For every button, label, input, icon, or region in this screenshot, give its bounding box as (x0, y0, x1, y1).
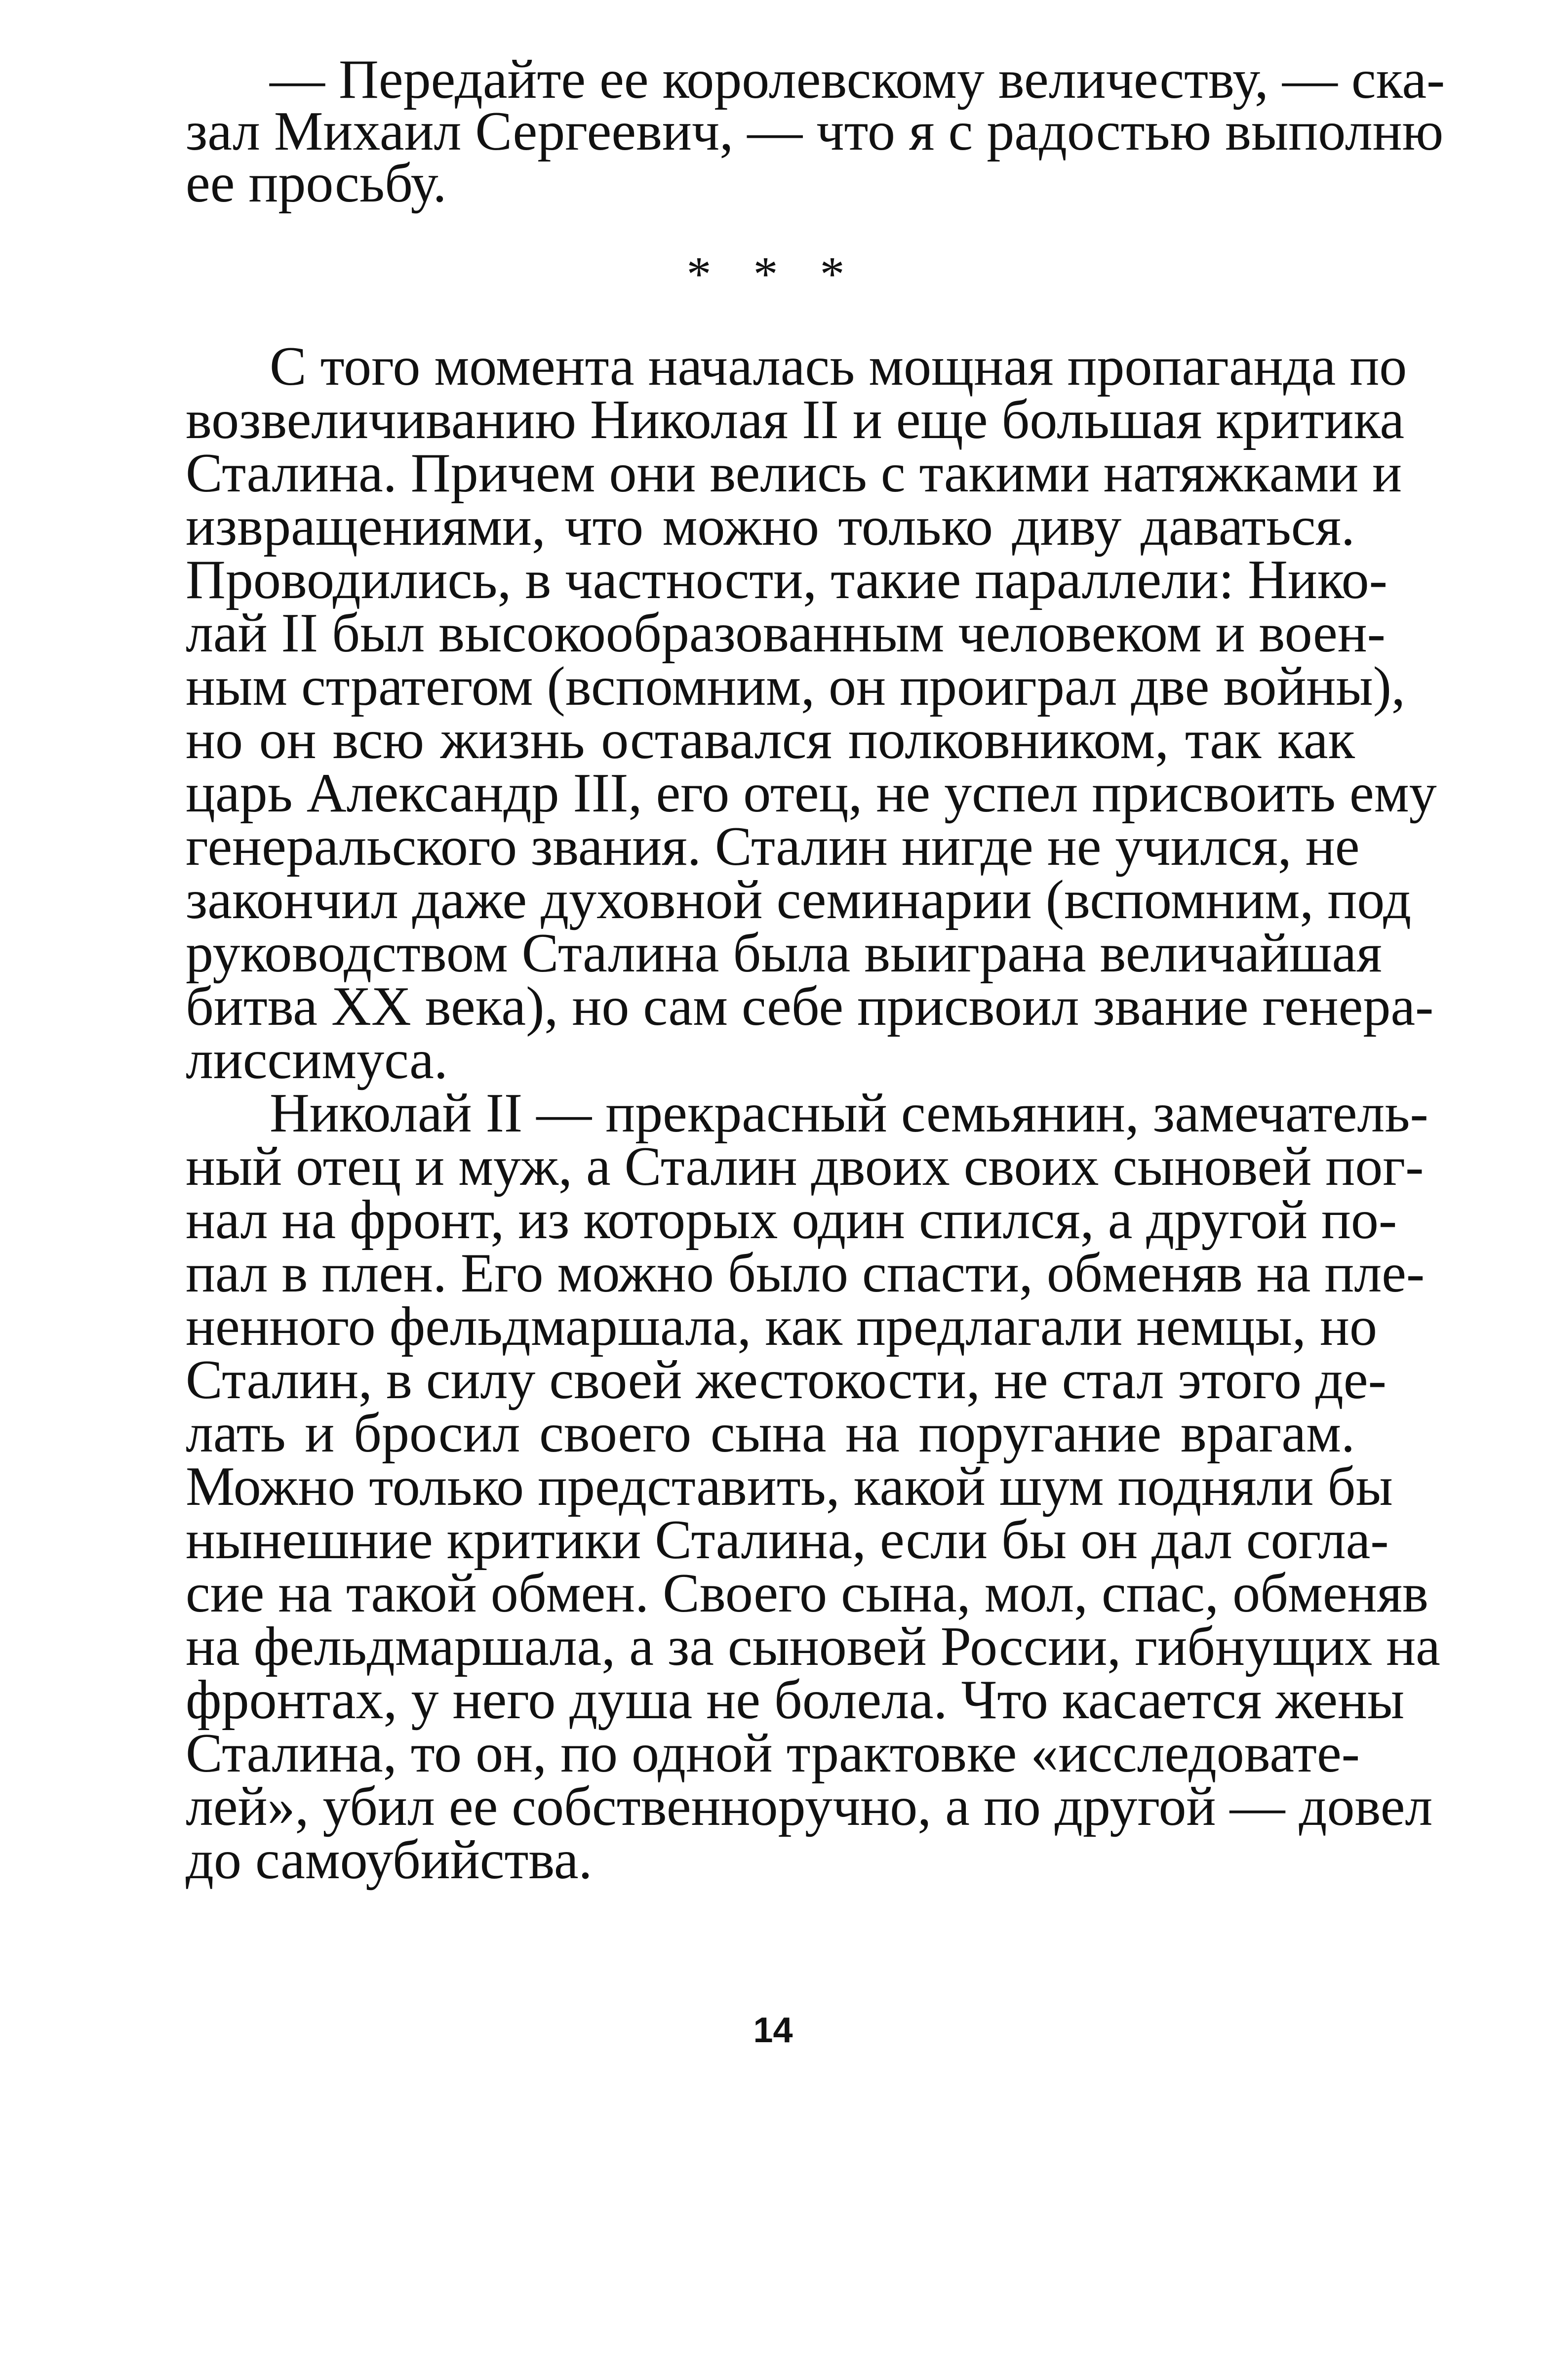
paragraph-3-line-14: лей», убил ее собственноручно, а по другой — довел (186, 1776, 1433, 1837)
paragraph-3-line-6: Сталин, в силу своей жестокости, не стал этого де- (186, 1349, 1387, 1411)
paragraph-3-line-1: Николай II — прекрасный семьянин, замечатель- (270, 1083, 1428, 1144)
paragraph-2-line-12: руководством Сталина была выиграна величайшая (186, 923, 1382, 984)
paragraph-3-line-5: ненного фельдмаршала, как предлагали немцы, но (186, 1296, 1377, 1357)
paragraph-3-line-8: Можно только представить, какой шум подняли бы (186, 1456, 1393, 1517)
paragraph-3-line-4: пал в плен. Его можно было спасти, обменяв на пле- (186, 1243, 1425, 1304)
paragraph-2-line-14: лиссимуса. (186, 1029, 448, 1090)
paragraph-3-line-15: до самоубийства. (186, 1829, 593, 1891)
paragraph-2-line-7: ным стратегом (вспомним, он проиграл две войны), (186, 656, 1405, 717)
section-separator: * * * (686, 246, 860, 301)
paragraph-3-line-7: лать и бросил своего сына на поругание врагам. (186, 1403, 1355, 1464)
paragraph-2-line-2: возвеличиванию Николая II и еще большая критика (186, 389, 1405, 450)
page-number: 14 (753, 2011, 793, 2050)
paragraph-2-line-5: Проводились, в частности, такие параллели: Нико- (186, 549, 1387, 610)
paragraph-3-line-3: нал на фронт, из которых один спился, а другой по- (186, 1189, 1397, 1251)
paragraph-3-line-11: на фельдмаршала, а за сыновей России, гибнущих на (186, 1616, 1440, 1677)
paragraph-2-line-13: битва XX века), но сам себе присвоил звание генера- (186, 976, 1434, 1037)
paragraph-3-line-12: фронтах, у него душа не болела. Что касается жены (186, 1669, 1405, 1731)
paragraph-1-line-3: ее просьбу. (186, 153, 447, 214)
paragraph-3-line-2: ный отец и муж, а Сталин двоих своих сыновей пог- (186, 1136, 1424, 1197)
paragraph-1-line-1: — Передайте ее королевскому величеству, — ска- (270, 49, 1445, 110)
paragraph-2-line-10: генеральского звания. Сталин нигде не учился, не (186, 816, 1360, 877)
paragraph-3-line-9: нынешние критики Сталина, если бы он дал согла- (186, 1509, 1389, 1571)
paragraph-2-line-9: царь Александр III, его отец, не успел присвоить ему (186, 763, 1437, 824)
paragraph-1-line-2: зал Михаил Сергеевич, — что я с радостью выполню (186, 101, 1444, 162)
paragraph-2-line-4: извращениями, что можно только диву даваться. (186, 496, 1355, 557)
paragraph-2-line-6: лай II был высокообразованным человеком и воен- (186, 603, 1386, 664)
paragraph-2-line-1: С того момента началась мощная пропаганда по (270, 336, 1407, 397)
paragraph-2-line-3: Сталина. Причем они велись с такими натяжками и (186, 443, 1402, 504)
paragraph-3-line-10: сие на такой обмен. Своего сына, мол, спас, обменяв (186, 1563, 1428, 1624)
paragraph-3-line-13: Сталина, то он, по одной трактовке «исследовате- (186, 1723, 1360, 1784)
paragraph-2-line-11: закончил даже духовной семинарии (вспомним, под (186, 869, 1412, 930)
paragraph-2-line-8: но он всю жизнь оставался полковником, так как (186, 709, 1355, 770)
